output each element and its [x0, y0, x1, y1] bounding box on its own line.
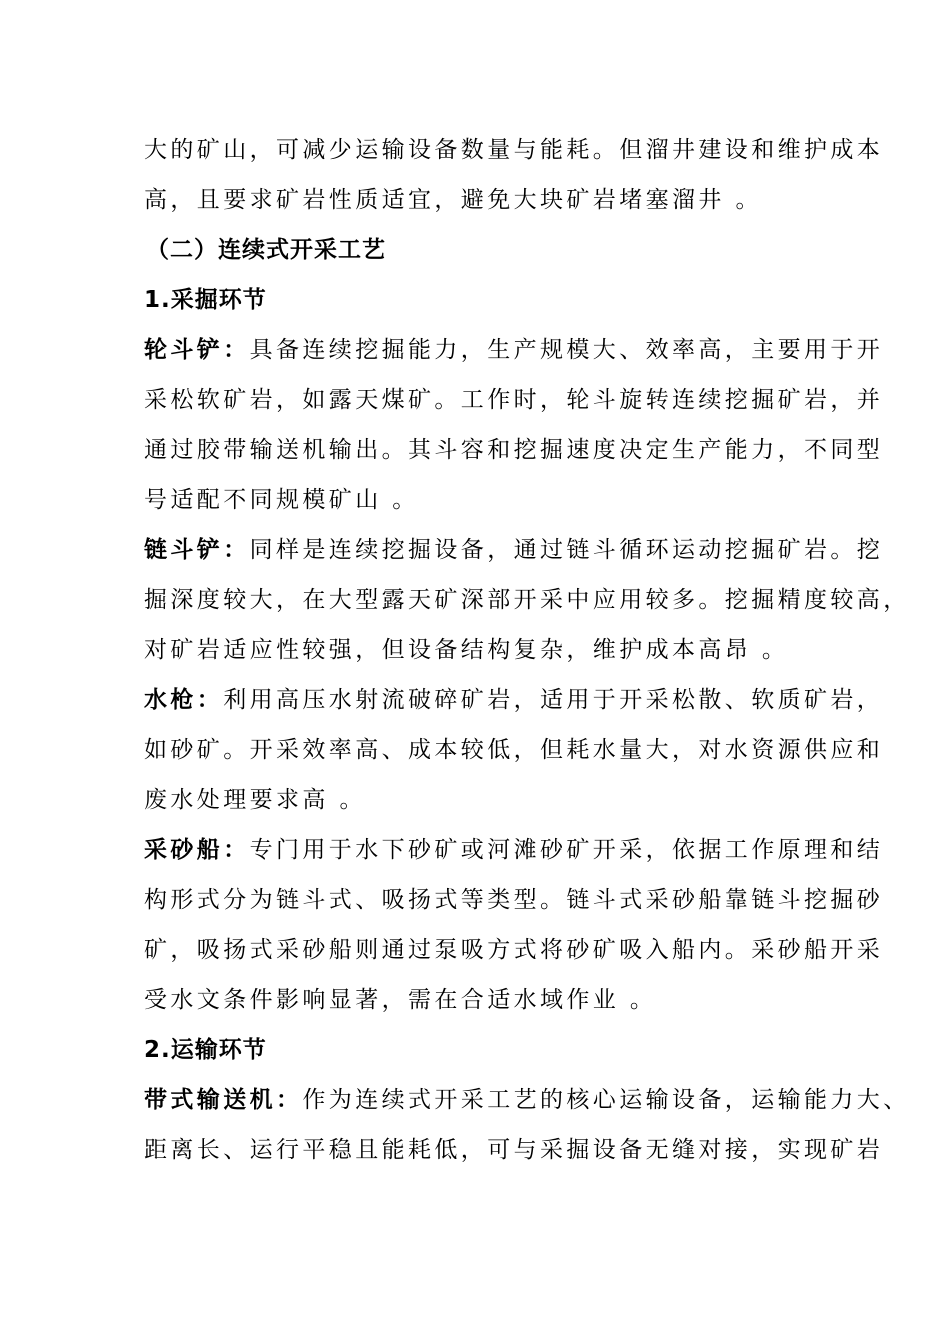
- term-description: 专门用于水下砂矿或河滩砂矿开采，依据工作原理和结: [249, 837, 884, 863]
- paragraph-line: 掘深度较大，在大型露天矿深部开采中应用较多。挖掘精度较高，: [144, 587, 910, 613]
- paragraph-line: 如砂矿。开采效率高、成本较低，但耗水量大，对水资源供应和: [144, 737, 884, 763]
- paragraph-line: 构形式分为链斗式、吸扬式等类型。链斗式采砂船靠链斗挖掘砂: [144, 887, 884, 913]
- subsection-heading: 2.运输环节: [144, 1037, 267, 1063]
- term-description: 利用高压水射流破碎矿岩，适用于开采松散、软质矿岩，: [223, 687, 884, 713]
- term-paragraph-first-line: [144, 330, 884, 380]
- paragraph-line: 号适配不同规模矿山 。: [144, 487, 419, 513]
- paragraph-line: 受水文条件影响显著，需在合适水域作业 。: [144, 987, 657, 1013]
- term-paragraph-first-line: [144, 1080, 910, 1130]
- term-description: 同样是连续挖掘设备，通过链斗循环运动挖掘矿岩。挖: [249, 537, 884, 563]
- term-paragraph-first-line: [144, 830, 884, 880]
- term-label: 水枪：: [144, 687, 224, 713]
- term-label: 带式输送机：: [144, 1087, 303, 1113]
- term-label: 链斗铲：: [144, 537, 250, 563]
- paragraph-line: 通过胶带输送机输出。其斗容和挖掘速度决定生产能力，不同型: [144, 437, 884, 463]
- paragraph-line: 对矿岩适应性较强，但设备结构复杂，维护成本高昂 。: [144, 637, 789, 663]
- term-label: 轮斗铲：: [144, 337, 250, 363]
- subsection-heading: 1.采掘环节: [144, 287, 267, 313]
- term-label: 采砂船：: [144, 837, 250, 863]
- term-description: 作为连续式开采工艺的核心运输设备，运输能力大、: [302, 1087, 910, 1113]
- document-page: [144, 130, 910, 1180]
- paragraph-line: 大的矿山，可减少运输设备数量与能耗。但溜井建设和维护成本: [144, 137, 884, 163]
- paragraph-line: 矿，吸扬式采砂船则通过泵吸方式将砂矿吸入船内。采砂船开采: [144, 937, 884, 963]
- term-description: 具备连续挖掘能力，生产规模大、效率高，主要用于开: [249, 337, 884, 363]
- term-paragraph-first-line: [144, 680, 884, 730]
- paragraph-line: 高，且要求矿岩性质适宜，避免大块矿岩堵塞溜井 。: [144, 187, 762, 213]
- section-heading: （二）连续式开采工艺: [146, 237, 386, 263]
- paragraph-line: 距离长、运行平稳且能耗低，可与采掘设备无缝对接，实现矿岩: [144, 1137, 884, 1163]
- term-paragraph-first-line: [144, 530, 884, 580]
- paragraph-line: 采松软矿岩，如露天煤矿。工作时，轮斗旋转连续挖掘矿岩，并: [144, 387, 884, 413]
- paragraph-line: 废水处理要求高 。: [144, 787, 366, 813]
